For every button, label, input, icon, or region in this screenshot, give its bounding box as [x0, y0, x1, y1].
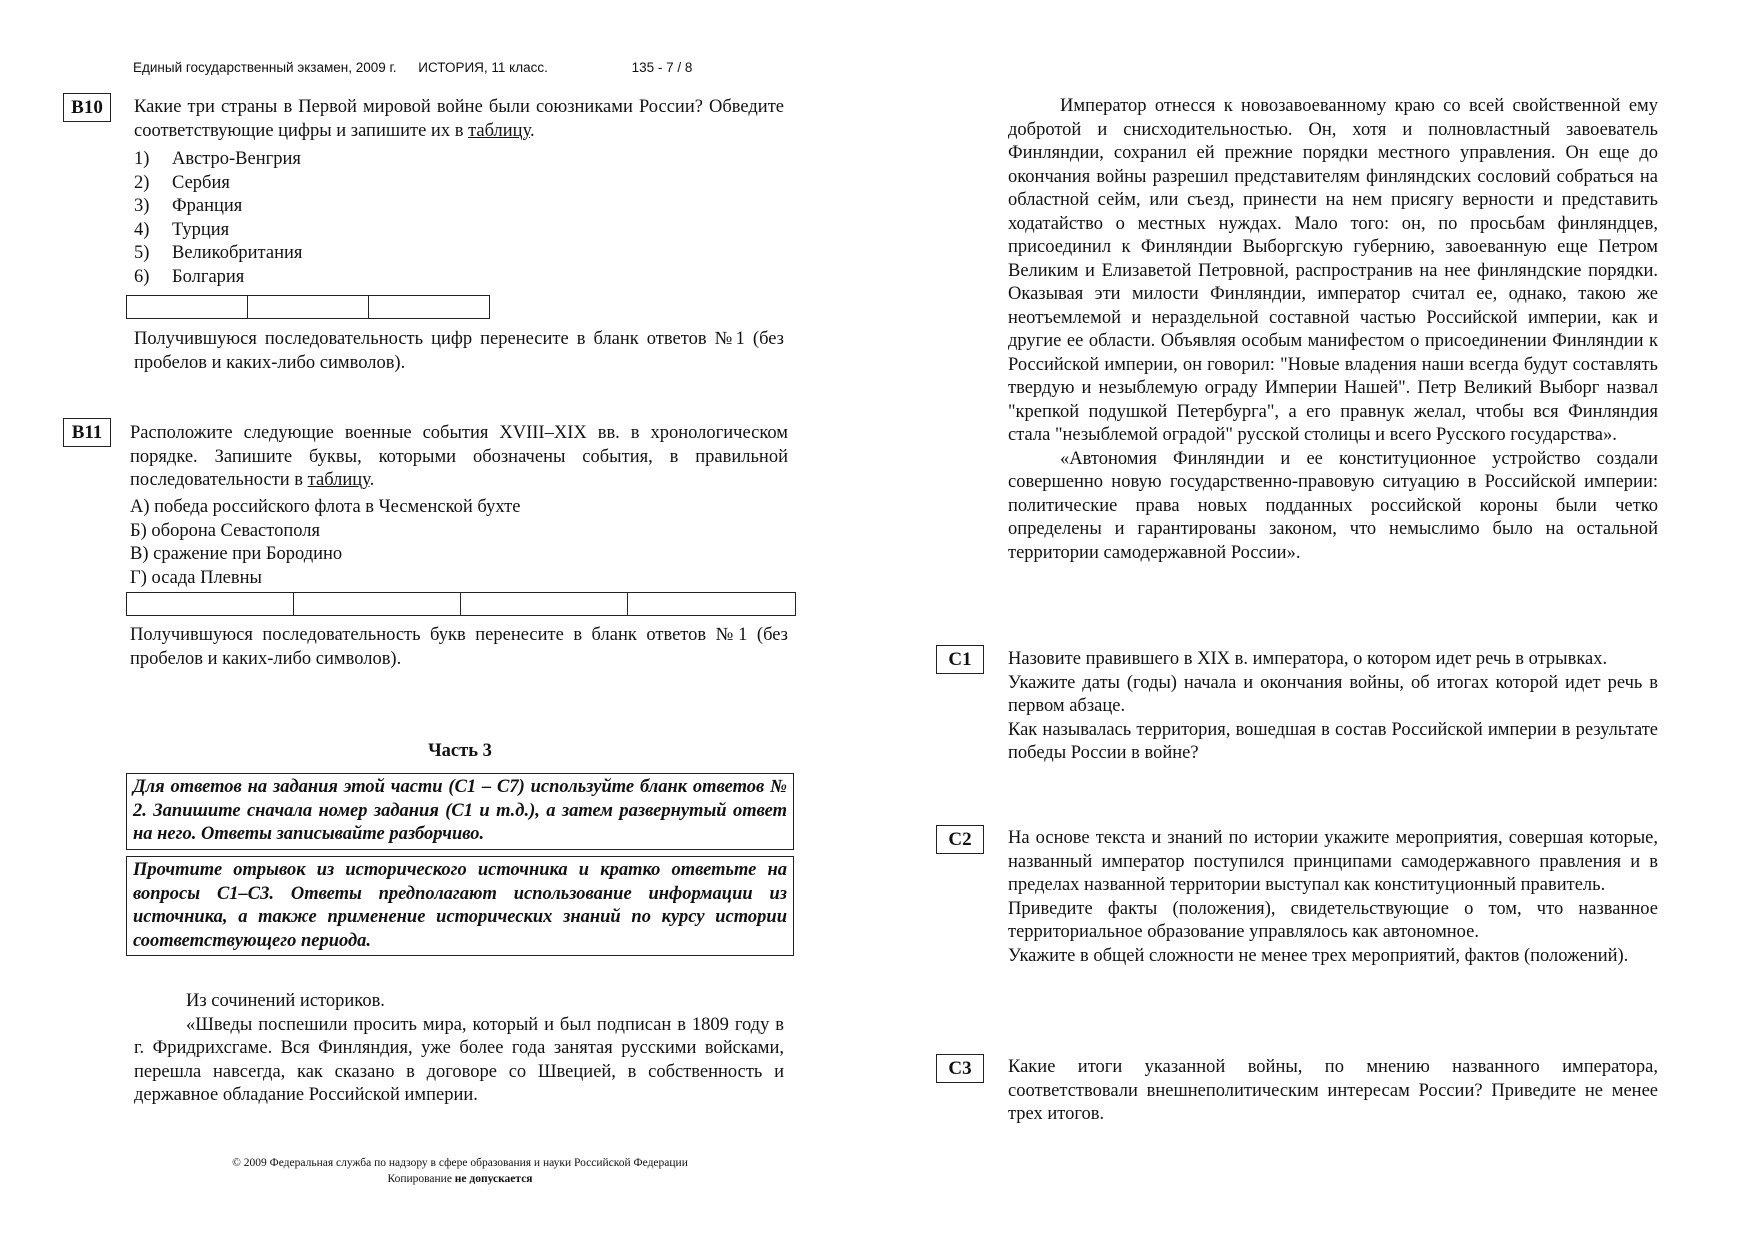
c3-question — [1008, 1056, 1658, 1127]
c3-line: Какие итоги указанной войны, по мнению названного императора, соответствовали внешнеполитическим интересам России? Приведите не менее трех итогов. — [1008, 1057, 1658, 1124]
page-number: 135 - 7 / 8 — [631, 60, 693, 75]
b11-options — [130, 496, 788, 590]
copy-notice: Копирование не допускается — [387, 1173, 533, 1185]
b10-question-end: . — [529, 120, 535, 141]
task-label-b11: B11 — [63, 418, 111, 447]
b10-option: 5) Великобритания — [134, 243, 303, 263]
source-text-left — [134, 990, 784, 1108]
source-intro: Из сочинений историков. — [186, 991, 385, 1011]
source-paragraph-2: Император отнесся к новозавоеванному краю со всей свойственной ему добротой и снисходительностью. Он, хотя и полновластный завоеватель Финляндии, сохранил ей прежние порядки местного управления. Он еще до окончания войны разрешил представителям финляндских сословий собраться на областной сейм, или съезд, принести на нем присягу верности и представить ходатайство о местных нуждах. Мало того: он, по просьбам финляндцев, присоединил к Финляндии Выборгскую губернию, завоеванную еще Петром Великим и Елизаветой Петровной, распространив на нее финляндские порядки. Оказывая эти милости Финляндии, император считал ее, однако, такою же неотъемлемой и нераздельной составной частью Российской империи, как и другие ее области. Объявляя особым манифестом о присоединении Финляндии к Российской империи, он говорил: "Новые владения наши всегда будут составлять твердую и незыблемую ограду Империи Нашей". Петр Великий Выборг назвал "крепкой подушкой Петербурга", а его правнук желал, чтобы вся Финляндия стала "незыблемой оградой" русской столицы и всего Русского государства». — [1008, 96, 1658, 445]
task-label-b10: B10 — [63, 93, 111, 122]
c1-line: Как называлась территория, вошедшая в состав Российской империи в результате победы России в войне? — [1008, 719, 1658, 763]
answer-cell[interactable] — [127, 593, 294, 615]
source-paragraph-3: «Автономия Финляндии и ее конституционное устройство создали совершенно новую государственно-правовую ситуацию в Российской империи: политические права новых подданных российской короны были четко определены и гарантированы законом, что немыслимо было на остальной территории самодержавной России». — [1008, 448, 1658, 563]
source-instructions-box: Прочтите отрывок из исторического источника и кратко ответьте на вопросы С1–С3. Ответы предполагают использование информации из источника, а также применение исторических знаний по курсу истории соответствующего периода. — [126, 856, 794, 956]
b11-question-end: . — [369, 470, 375, 490]
c1-line: Укажите даты (годы) начала и окончания войны, об итогах которой идет речь в первом абзаце. — [1008, 672, 1658, 716]
b10-question-text: Какие три страны в Первой мировой войне были союзниками России? Обведите соответствующие цифры и запишите их в — [134, 97, 784, 141]
c2-line: Укажите в общей сложности не менее трех мероприятий, фактов (положений). — [1008, 945, 1629, 966]
c2-line: Приведите факты (положения), свидетельствующие о том, что названное территориальное образование управлялось как автономное. — [1008, 898, 1658, 942]
b11-answer-table — [126, 592, 796, 616]
b11-option: В) сражение при Бородино — [130, 544, 343, 564]
b10-option: 4) Турция — [134, 219, 230, 240]
task-label-c3: С3 — [936, 1054, 984, 1083]
b10-option: 6) Болгария — [134, 266, 245, 287]
b10-table-link: таблицу — [468, 120, 530, 141]
answer-cell[interactable] — [294, 593, 461, 615]
b11-question — [130, 422, 788, 493]
page-header — [133, 60, 710, 75]
b10-question — [134, 96, 784, 143]
c2-line: На основе текста и знаний по истории укажите мероприятия, совершая которые, названный император поступился принципами самодержавного правления и в пределах названной территории выступал как конституционный правитель. — [1008, 828, 1658, 895]
c1-line: Назовите правившего в XIX в. императора, о котором идет речь в отрывках. — [1008, 649, 1608, 669]
b11-table-link: таблицу — [307, 470, 370, 490]
b10-option: 2) Сербия — [134, 172, 230, 193]
b10-options — [134, 148, 302, 289]
c2-question — [1008, 827, 1658, 968]
page-footer — [160, 1155, 760, 1187]
part3-title: Часть 3 — [428, 741, 492, 761]
subject-title: ИСТОРИЯ, 11 класс. — [418, 60, 548, 75]
part3-instructions-box: Для ответов на задания этой части (С1 – С7) используйте бланк ответов № 2. Запишите сначала номер задания (С1 и т.д.), а затем развернутый ответ на него. Ответы записывайте разборчиво. — [126, 773, 794, 850]
exam-title: Единый государственный экзамен, 2009 г. — [133, 60, 397, 75]
answer-cell[interactable] — [127, 296, 248, 318]
b10-instruction: Получившуюся последовательность цифр перенесите в бланк ответов №1 (без пробелов и каких-либо символов). — [134, 329, 784, 373]
answer-cell[interactable] — [461, 593, 628, 615]
b11-option: А) победа российского флота в Чесменской бухте — [130, 497, 521, 517]
answer-cell[interactable] — [248, 296, 369, 318]
task-label-c2: С2 — [936, 825, 984, 854]
b11-option: Б) оборона Севастополя — [130, 520, 320, 541]
answer-cell[interactable] — [369, 296, 489, 318]
copyright: © 2009 Федеральная служба по надзору в сфере образования и науки Российской Федерации — [232, 1157, 688, 1169]
b11-option: Г) осада Плевны — [130, 567, 262, 588]
b10-option: 3) Франция — [134, 196, 243, 216]
b11-instruction: Получившуюся последовательность букв перенесите в бланк ответов №1 (без пробелов и каких-либо символов). — [130, 625, 788, 669]
b10-option: 1) Австро-Венгрия — [134, 149, 301, 169]
task-label-c1: С1 — [936, 645, 984, 674]
b10-answer-table — [126, 295, 490, 319]
b11-question-text: Расположите следующие военные события XVIII–XIX вв. в хронологическом порядке. Запишите буквы, которыми обозначены события, в правильной последовательности в — [130, 423, 788, 490]
answer-cell[interactable] — [628, 593, 795, 615]
source-paragraph-1: «Шведы поспешили просить мира, который и был подписан в 1809 году в г. Фридрихсгаме. Вся Финляндия, уже более года занятая русскими войсками, перешла навсегда, как сказано в договоре со Швецией, в собственность и державное обладание Российской империи. — [134, 1014, 784, 1105]
c1-question — [1008, 648, 1658, 766]
source-text-right — [1008, 95, 1658, 565]
